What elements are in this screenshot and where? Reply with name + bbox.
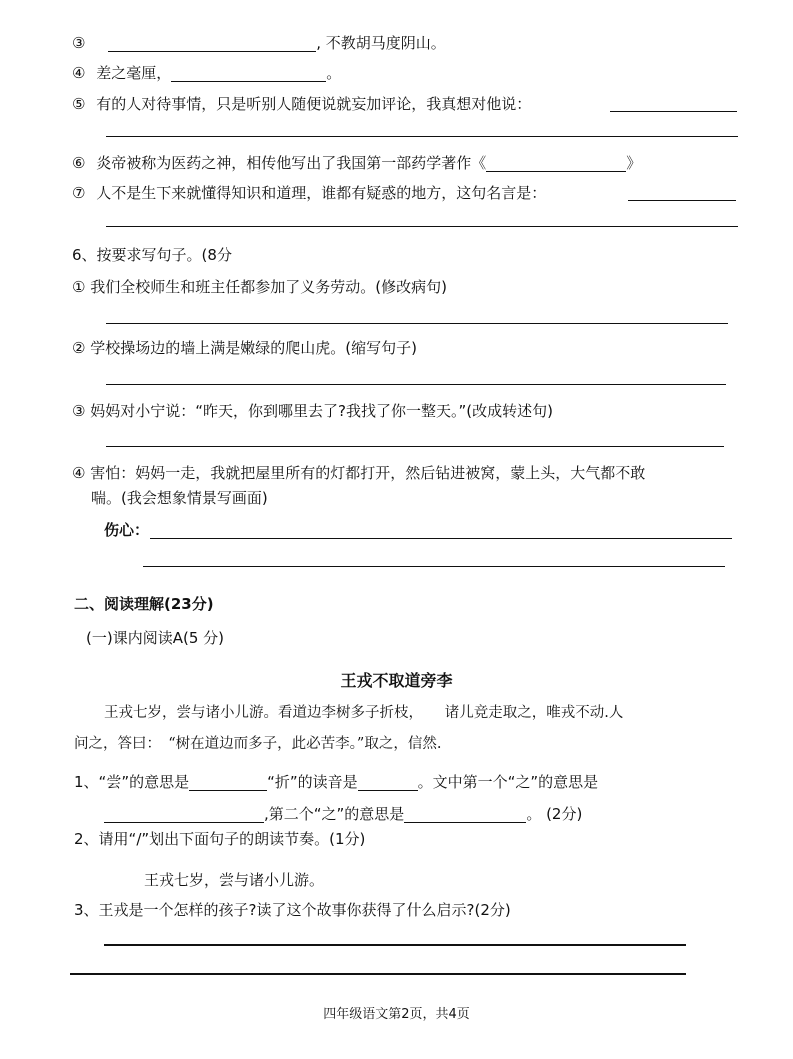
answer-blank[interactable] [104, 806, 264, 823]
answer-blank[interactable] [404, 806, 526, 823]
answer-line[interactable] [106, 446, 724, 447]
answer-blank[interactable] [358, 774, 418, 791]
answer-line[interactable] [106, 384, 726, 385]
q6-sentence-3: ③ 妈妈对小宁说：“昨天，你到哪里去了?我找了你一整天。”(改成转述句) [72, 402, 553, 420]
q6-heading: 6、按要求写句子。(8分 [72, 246, 232, 264]
q6-sentence-1: ① 我们全校师生和班主任都参加了义务劳动。(修改病句) [72, 278, 447, 296]
answer-line[interactable] [150, 538, 732, 539]
answer-line[interactable] [106, 226, 738, 227]
passage-line-2: 问之，答曰： “树在道边而多子，此必苦李。”取之，信然. [74, 736, 442, 752]
answer-line[interactable] [106, 136, 738, 137]
item-5: ⑤ 有的人对待事情，只是听别人随便说就妄加评论，我真想对他说： [72, 95, 532, 113]
item-7: ⑦ 人不是生下来就懂得知识和道理，谁都有疑惑的地方，这句名言是： [72, 184, 547, 202]
q2: 2、请用“/”划出下面句子的朗读节奏。(1分) [74, 830, 366, 848]
section-2-sub-a: (一)课内阅读A(5 分) [86, 629, 224, 647]
answer-line[interactable] [106, 323, 728, 324]
passage-line-1: 王戎七岁，尝与诸小儿游。看道边李树多子折枝， 诸儿竞走取之，唯戎不动.人 [104, 705, 624, 721]
answer-line[interactable] [628, 200, 736, 201]
page-footer: 四年级语文第2页，共4页 [323, 1007, 470, 1022]
answer-line[interactable] [610, 111, 737, 112]
q6-sentence-4-line2: 喘。(我会想象情景写画面) [91, 489, 268, 507]
q6-sentence-4-line1: ④ 害怕：妈妈一走，我就把屋里所有的灯都打开，然后钻进被窝，蒙上头，大气都不敢 [72, 464, 646, 482]
answer-blank[interactable] [189, 774, 267, 791]
sad-label: 伤心： [104, 521, 150, 539]
item-3: ③ , 不教胡马度阴山。 [72, 34, 446, 52]
item-6: ⑥ 炎帝被称为医药之神，相传他写出了我国第一部药学著作《 》 [72, 154, 642, 172]
q3: 3、王戎是一个怎样的孩子?读了这个故事你获得了什么启示?(2分) [74, 901, 511, 919]
answer-line[interactable] [70, 973, 686, 975]
q1-line-2: ,第二个“之”的意思是 。 (2分) [104, 804, 582, 824]
answer-blank[interactable] [486, 155, 626, 172]
q1-line-1: 1、“尝”的意思是 “折”的读音是 。文中第一个“之”的意思是 [74, 773, 599, 791]
q2-sentence: 王戎七岁，尝与诸小儿游。 [144, 871, 325, 889]
answer-blank[interactable] [108, 35, 316, 52]
passage-title: 王戎不取道旁李 [340, 671, 453, 690]
section-2-heading: 二、阅读理解(23分) [74, 595, 214, 613]
answer-line[interactable] [143, 566, 725, 567]
answer-blank[interactable] [171, 65, 326, 82]
q6-sentence-2: ② 学校操场边的墙上满是嫩绿的爬山虎。(缩写句子) [72, 339, 417, 357]
item-4: ④ 差之毫厘， 。 [72, 64, 342, 82]
answer-line[interactable] [104, 944, 686, 946]
